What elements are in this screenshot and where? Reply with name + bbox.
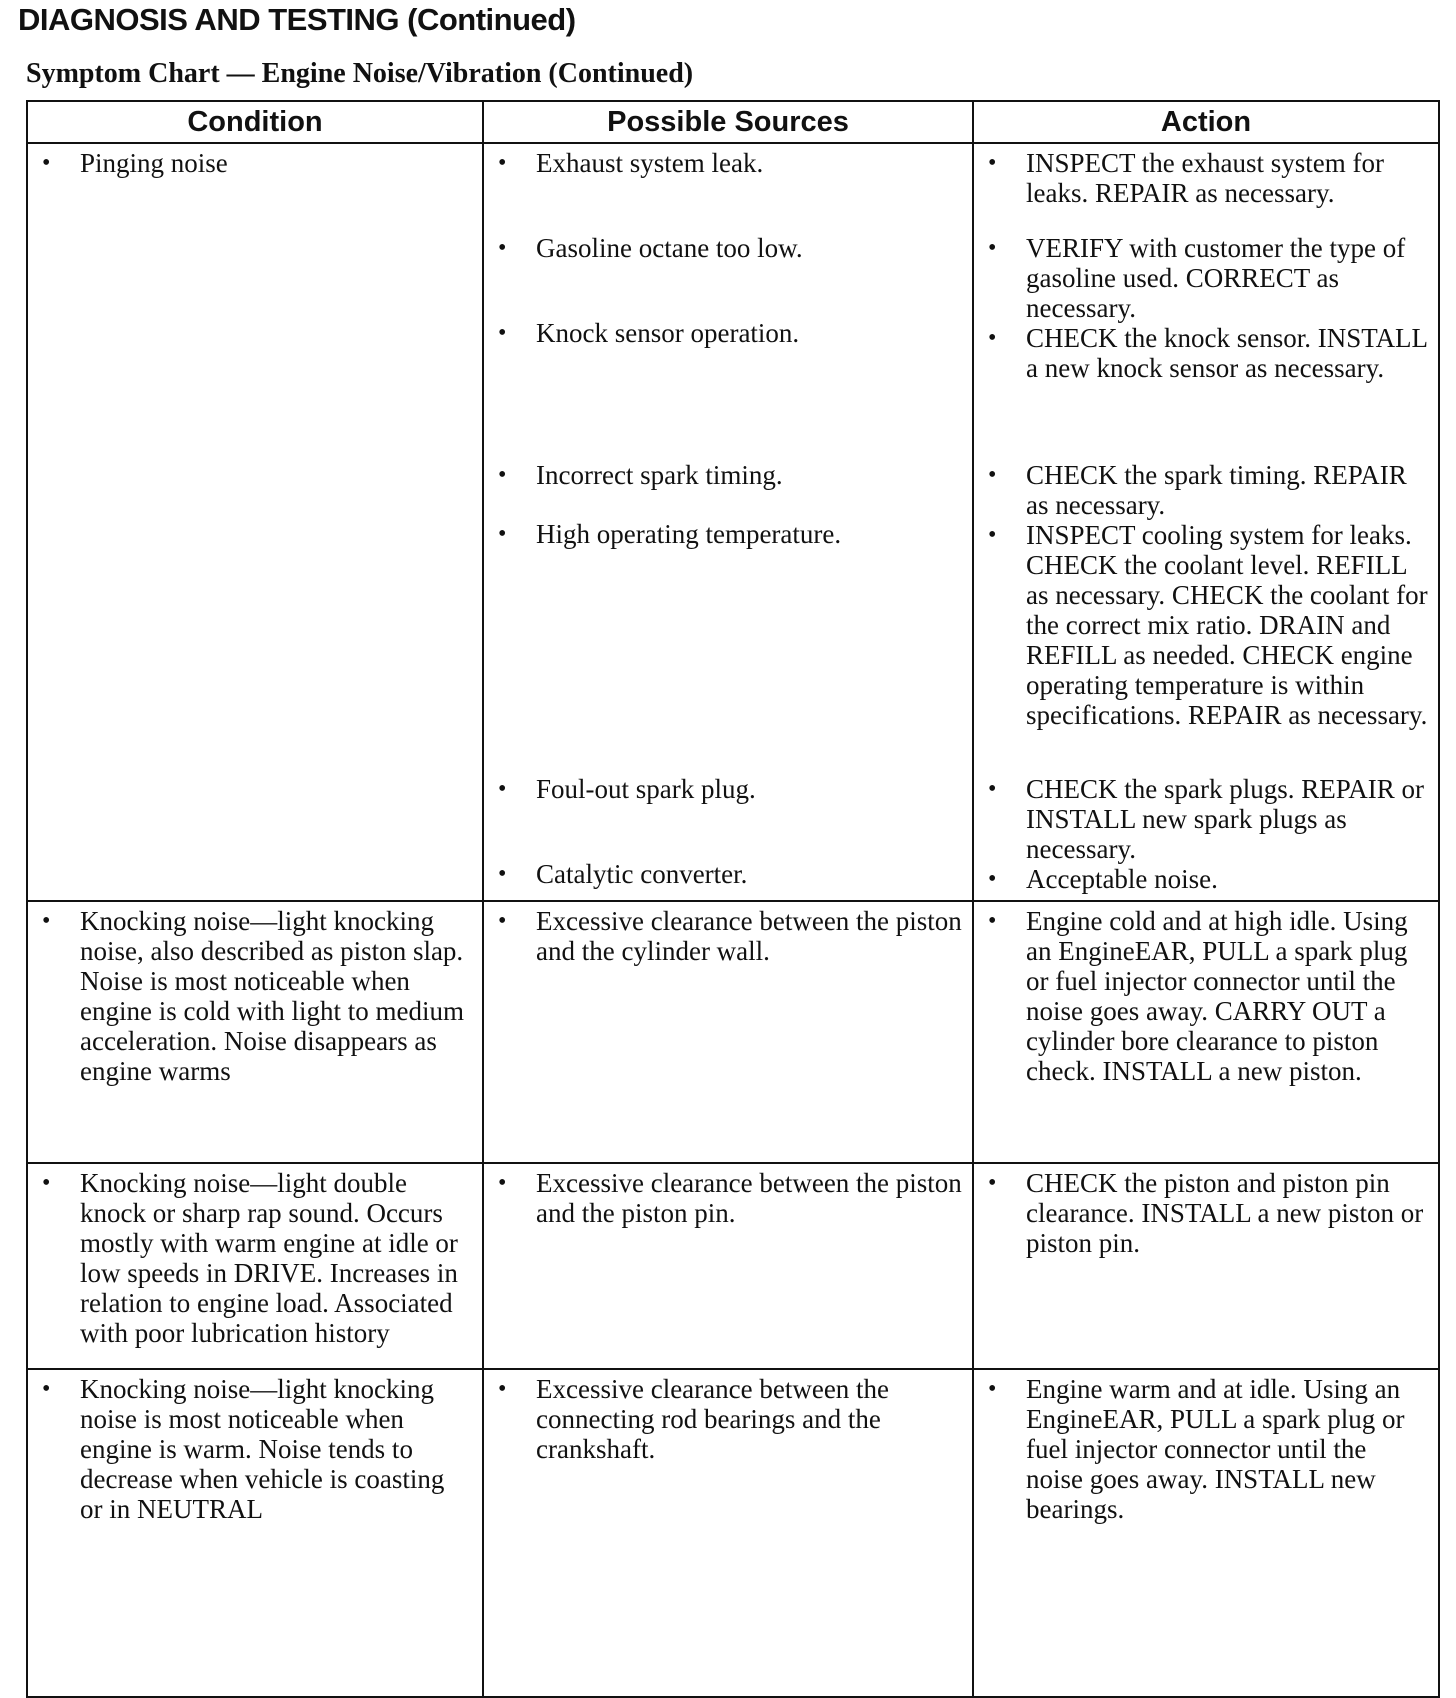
possible-sources-cell (483, 901, 973, 1163)
source-item (494, 233, 962, 263)
table-row (27, 1369, 1439, 1697)
source-item (494, 148, 962, 178)
source-item (494, 519, 962, 549)
action-cell (973, 143, 1439, 901)
source-item-text: Foul-out spark plug. (536, 774, 756, 804)
header-action: Action (973, 101, 1439, 143)
source-item-text: Gasoline octane too low. (536, 233, 803, 263)
action-item (984, 906, 1428, 1086)
bullet-icon: • (498, 861, 507, 887)
header-row (27, 101, 1439, 143)
action-item (984, 864, 1428, 894)
bullet-icon: • (498, 150, 507, 176)
source-item-text: High operating temperature. (536, 519, 842, 549)
possible-sources-cell (483, 1163, 973, 1369)
condition-cell (27, 1369, 483, 1697)
condition-item (38, 148, 472, 178)
source-item (494, 318, 962, 348)
table-row (27, 901, 1439, 1163)
bullet-icon: • (498, 1376, 507, 1402)
source-item (494, 859, 962, 889)
action-item-text: CHECK the spark plugs. REPAIR or INSTALL new spark plugs as necessary. (1026, 774, 1425, 864)
action-item (984, 460, 1428, 520)
bullet-icon: • (988, 866, 997, 892)
bullet-icon: • (988, 908, 997, 934)
source-item (494, 906, 962, 966)
source-item-text: Incorrect spark timing. (536, 460, 783, 490)
bullet-icon: • (498, 235, 507, 261)
condition-item (38, 1168, 472, 1348)
action-item (984, 1168, 1428, 1258)
table-row (27, 1163, 1439, 1369)
table-row (27, 143, 1439, 901)
possible-sources-cell (483, 1369, 973, 1697)
action-item-text: Acceptable noise. (1026, 864, 1218, 894)
condition-item-text: Knocking noise—light knocking noise is most noticeable when engine is warm. Noise tends to decrease when vehicle is coasting or in NEUTRAL (80, 1374, 445, 1524)
action-item-text: CHECK the piston and piston pin clearance. INSTALL a new piston or piston pin. (1026, 1168, 1424, 1258)
action-cell (973, 1369, 1439, 1697)
source-item-text: Excessive clearance between the piston and the cylinder wall. (536, 906, 962, 966)
header-possible-sources: Possible Sources (483, 101, 973, 143)
symptom-chart-table (26, 100, 1440, 1698)
bullet-icon: • (42, 1376, 51, 1402)
bullet-icon: • (498, 320, 507, 346)
bullet-icon: • (988, 1376, 997, 1402)
action-item (984, 520, 1428, 730)
condition-item-text: Knocking noise—light knocking noise, also described as piston slap. Noise is most noticeable when engine is cold with light to medium acceleration. Noise disappears as engine warms (80, 906, 464, 1086)
source-item-text: Exhaust system leak. (536, 148, 764, 178)
chart-title: Symptom Chart — Engine Noise/Vibration (Continued) (26, 58, 694, 89)
bullet-icon: • (498, 776, 507, 802)
section-title: DIAGNOSIS AND TESTING (Continued) (18, 2, 576, 37)
action-item-text: INSPECT the exhaust system for leaks. REPAIR as necessary. (1026, 148, 1384, 208)
bullet-icon: • (498, 521, 507, 547)
source-item-text: Excessive clearance between the piston and the piston pin. (536, 1168, 962, 1228)
bullet-icon: • (988, 462, 997, 488)
source-item-text: Knock sensor operation. (536, 318, 800, 348)
condition-item (38, 1374, 472, 1524)
action-item-text: CHECK the knock sensor. INSTALL a new knock sensor as necessary. (1026, 323, 1428, 383)
source-item-text: Catalytic converter. (536, 859, 748, 889)
action-item-text: VERIFY with customer the type of gasoline used. CORRECT as necessary. (1026, 233, 1406, 323)
action-item (984, 1374, 1428, 1524)
condition-item-text: Knocking noise—light double knock or sharp rap sound. Occurs mostly with warm engine at idle or low speeds in DRIVE. Increases in relation to engine load. Associated with poor lubrication history (80, 1168, 458, 1348)
bullet-icon: • (498, 908, 507, 934)
action-item (984, 774, 1428, 864)
condition-item-text: Pinging noise (80, 148, 228, 178)
action-cell (973, 1163, 1439, 1369)
bullet-icon: • (988, 776, 997, 802)
action-item (984, 148, 1428, 208)
condition-cell (27, 901, 483, 1163)
source-item-text: Excessive clearance between the connecting rod bearings and the crankshaft. (536, 1374, 890, 1464)
action-item (984, 233, 1428, 323)
source-item (494, 1374, 962, 1464)
bullet-icon: • (42, 908, 51, 934)
bullet-icon: • (42, 150, 51, 176)
source-item (494, 460, 962, 490)
condition-item (38, 906, 472, 1086)
action-item-text: Engine cold and at high idle. Using an EngineEAR, PULL a spark plug or fuel injector connector until the noise goes away. CARRY OUT a cylinder bore clearance to piston check. INSTALL a new piston. (1026, 906, 1408, 1086)
chart-body (27, 143, 1439, 1697)
bullet-icon: • (988, 150, 997, 176)
action-item-text: CHECK the spark timing. REPAIR as necessary. (1026, 460, 1407, 520)
action-item-text: Engine warm and at idle. Using an EngineEAR, PULL a spark plug or fuel injector connector until the noise goes away. INSTALL new bearings. (1026, 1374, 1405, 1524)
source-item (494, 1168, 962, 1228)
action-item (984, 323, 1428, 383)
bullet-icon: • (988, 325, 997, 351)
bullet-icon: • (498, 462, 507, 488)
header-condition: Condition (27, 101, 483, 143)
bullet-icon: • (498, 1170, 507, 1196)
action-item-text: INSPECT cooling system for leaks. CHECK the coolant level. REFILL as necessary. CHECK the coolant for the correct mix ratio. DRAIN and REFILL as needed. CHECK engine operating temperature is within specifications. REPAIR as necessary. (1026, 520, 1428, 730)
condition-cell (27, 143, 483, 901)
bullet-icon: • (988, 522, 997, 548)
source-item (494, 774, 962, 804)
bullet-icon: • (42, 1170, 51, 1196)
bullet-icon: • (988, 235, 997, 261)
possible-sources-cell (483, 143, 973, 901)
action-cell (973, 901, 1439, 1163)
condition-cell (27, 1163, 483, 1369)
bullet-icon: • (988, 1170, 997, 1196)
